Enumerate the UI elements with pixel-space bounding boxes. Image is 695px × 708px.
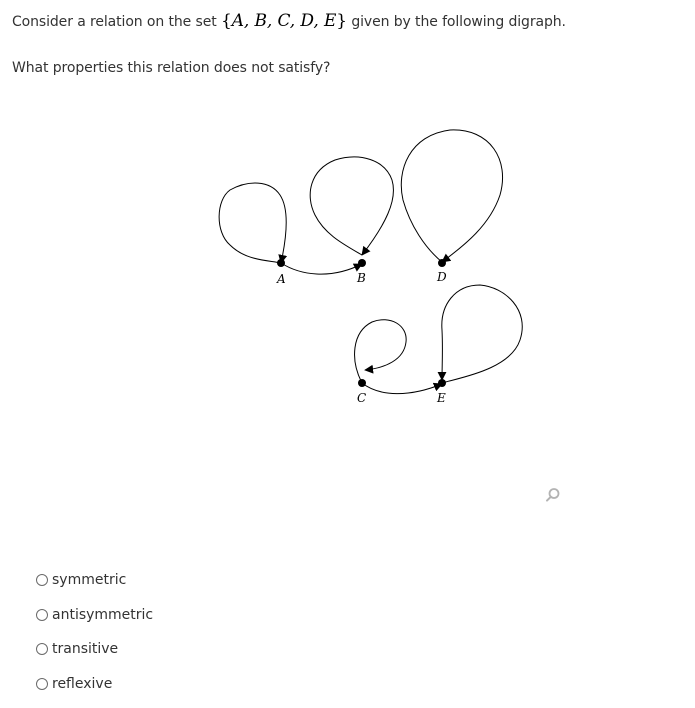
option-label: antisymmetric: [52, 606, 154, 623]
node-B: [358, 259, 366, 267]
edge-C-to-E: [362, 383, 442, 394]
node-label-C: C: [357, 391, 367, 405]
option-label: transitive: [52, 641, 119, 657]
node-D: [438, 259, 446, 267]
node-label-B: B: [357, 271, 366, 285]
node-label-D: D: [437, 270, 447, 284]
option-label: reflexive: [52, 675, 113, 692]
radio-button[interactable]: [36, 574, 48, 586]
option-transitive[interactable]: [36, 639, 153, 659]
edge-loop-C: [355, 320, 407, 383]
radio-button[interactable]: [36, 678, 48, 690]
magnifier-icon[interactable]: [544, 486, 562, 504]
node-A: [277, 259, 285, 267]
edge-loop-B: [310, 157, 393, 255]
radio-button[interactable]: [36, 643, 48, 655]
answer-options: [36, 570, 153, 708]
edge-loop-A: [219, 183, 286, 263]
node-E: [438, 379, 446, 387]
option-symmetric[interactable]: [36, 570, 153, 590]
radio-button[interactable]: [36, 609, 48, 621]
option-antisymmetric[interactable]: [36, 605, 153, 625]
set-notation: {A, B, C, D, E}: [221, 11, 347, 31]
question-intro-end: given by the following digraph.: [346, 14, 566, 30]
option-label: symmetric: [52, 572, 127, 588]
option-reflexive[interactable]: [36, 674, 153, 694]
node-label-A: A: [277, 272, 286, 286]
edge-A-to-B: [281, 263, 362, 274]
node-label-E: E: [437, 391, 446, 405]
question-text-line-2: What properties this relation does not satisfy?: [12, 60, 331, 76]
edge-loop-E: [442, 285, 522, 383]
node-C: [358, 379, 366, 387]
edge-loop-D: [401, 130, 502, 262]
question-intro: Consider a relation on the set: [12, 14, 221, 30]
